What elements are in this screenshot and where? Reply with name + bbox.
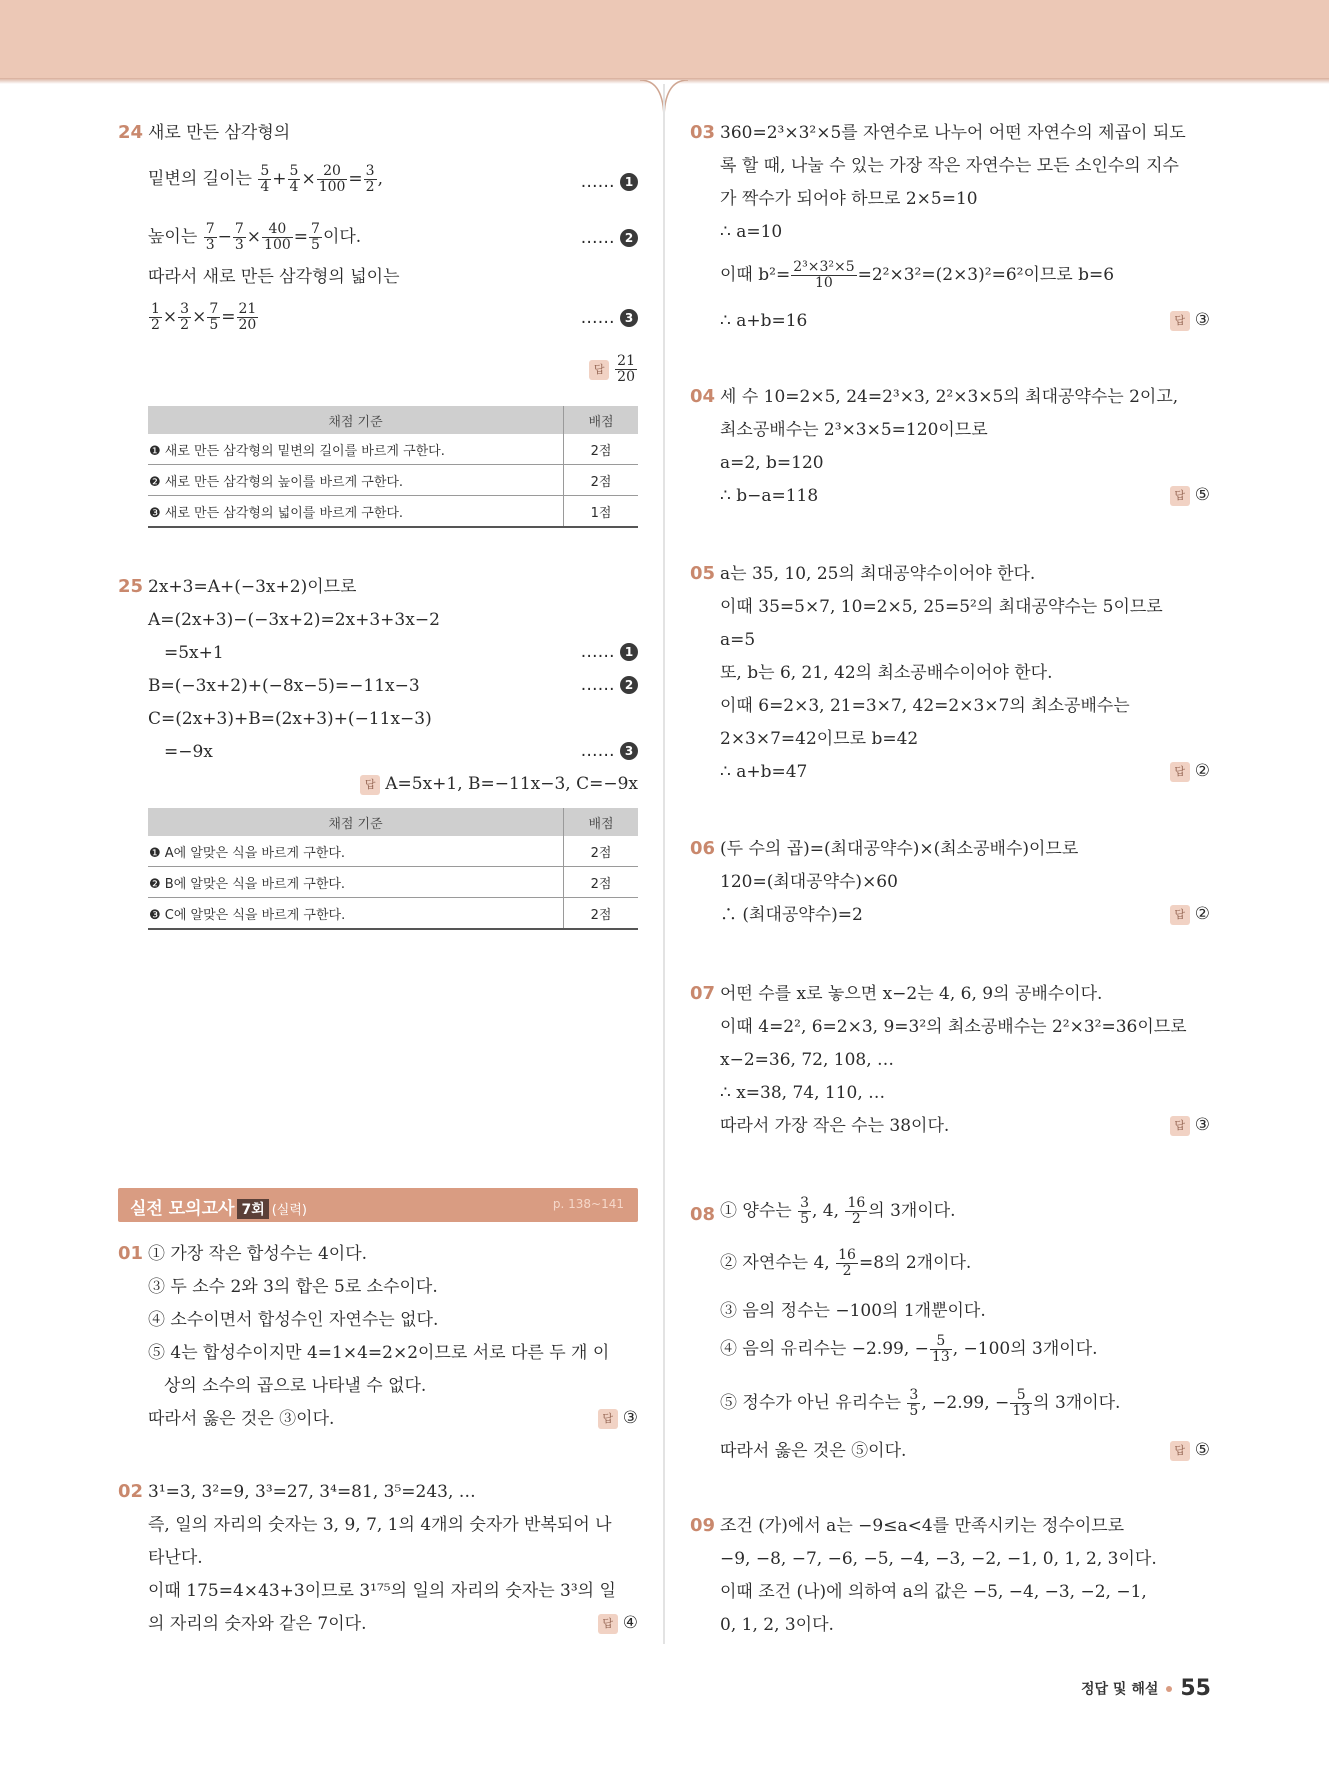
numerator: 7 [311, 221, 320, 237]
operator: = [293, 227, 309, 247]
operator: + [272, 169, 287, 189]
problem-01 [118, 1243, 638, 1433]
problem-03 [690, 122, 1210, 334]
circled-number: 2 [620, 676, 638, 694]
numerator: 3 [365, 163, 375, 179]
fraction [907, 1388, 920, 1419]
header-score: 배점 [564, 406, 639, 434]
solution-line: A=(2x+3)−(−3x+2)=2x+3+3x−2 [148, 610, 440, 630]
problem-number: 09 [690, 1515, 716, 1536]
problem-number: 24 [118, 122, 144, 143]
solution-line: 조건 (가)에서 a는 −9≤a<4를 만족시키는 정수이므로 [720, 1516, 1125, 1536]
solution-line: 의 자리의 숫자와 같은 7이다. [148, 1614, 367, 1634]
fraction [237, 302, 259, 333]
numerator: 16 [847, 1195, 866, 1211]
step-marker [581, 228, 638, 248]
solution-line: 타난다. [148, 1548, 203, 1568]
text: =2²×3²=(2×3)²=6²이므로 b=6 [857, 265, 1115, 285]
text: ② 자연수는 4, [720, 1253, 830, 1273]
problem-24 [118, 120, 638, 530]
table-row [148, 465, 638, 496]
circled-number: 1 [620, 643, 638, 661]
numerator: 7 [205, 221, 215, 237]
solution-line: ⑤ 4는 합성수이지만 4=1×4=2×2이므로 서로 다른 두 개 이 [148, 1343, 610, 1363]
solution-line: a=2, b=120 [720, 453, 824, 473]
text: , [377, 169, 383, 189]
text: 이다. [322, 227, 362, 247]
denominator: 2 [151, 317, 160, 333]
score-cell: 2점 [564, 898, 639, 930]
answer-text: ④ [622, 1613, 638, 1633]
numerator: 20 [317, 164, 348, 180]
footer-label: 정답 및 해설 [1081, 1681, 1159, 1698]
answer [1170, 1115, 1210, 1136]
solution-line: 즉, 일의 자리의 숫자는 3, 9, 7, 1의 4개의 숫자가 반복되어 나 [148, 1515, 612, 1535]
problem-number: 01 [118, 1243, 144, 1264]
problem-06 [690, 838, 1210, 948]
dots: …… [580, 642, 615, 662]
solution-line: 상의 소수의 곱으로 나타낼 수 없다. [164, 1376, 427, 1396]
solution-line: 따라서 새로 만든 삼각형의 넓이는 [148, 267, 400, 287]
fraction [845, 1196, 867, 1227]
solution-line: 0, 1, 2, 3이다. [720, 1615, 834, 1635]
problem-25 [118, 576, 638, 936]
solution-line: C=(2x+3)+B=(2x+3)+(−11x−3) [148, 709, 432, 729]
solution-line [720, 1196, 956, 1227]
text: 이때 b²= [720, 265, 791, 285]
solution-line: ① 가장 작은 합성수는 4이다. [148, 1244, 368, 1264]
circled-number: 3 [620, 309, 638, 327]
solution-line: 록 할 때, 나눌 수 있는 가장 작은 자연수는 모든 소인수의 지수 [720, 156, 1179, 176]
criteria-cell: ❷ 새로 만든 삼각형의 높이를 바르게 구한다. [148, 465, 564, 496]
dots: …… [580, 741, 615, 761]
step-marker [581, 308, 638, 328]
solution-line: a=5 [720, 630, 756, 650]
page-number: 55 [1180, 1676, 1211, 1701]
answer-text: ③ [1194, 310, 1210, 330]
numerator: 3 [180, 301, 190, 317]
problem-number: 08 [690, 1204, 716, 1225]
answer-text: ⑤ [1194, 485, 1210, 505]
solution-line: 가 짝수가 되어야 하므로 2×5=10 [720, 189, 978, 209]
solution-line [148, 164, 383, 195]
fraction [836, 1248, 858, 1279]
problem-04 [690, 386, 1210, 526]
score-cell: 2점 [564, 836, 639, 867]
answer-badge: 답 [1170, 1116, 1190, 1136]
footer-dot-icon [1166, 1686, 1172, 1692]
fraction [258, 164, 271, 195]
denominator: 5 [909, 1403, 919, 1419]
denominator: 2 [365, 179, 375, 195]
fraction [364, 164, 377, 195]
text: 높이는 [148, 227, 198, 247]
section-header [118, 1188, 638, 1222]
text: 의 3개이다. [868, 1201, 956, 1221]
answer [360, 774, 638, 795]
table-row [148, 867, 638, 898]
answer-badge: 답 [598, 1614, 618, 1634]
answer [598, 1408, 638, 1429]
solution-line: =−9x [164, 742, 213, 762]
solution-line: ③ 두 소수 2와 3의 합은 5로 소수이다. [148, 1277, 438, 1297]
solution-line: 세 수 10=2×5, 24=2³×3, 2²×3×5의 최대공약수는 2이고, [720, 387, 1179, 407]
page-range: p. 138~141 [552, 1197, 624, 1211]
criteria-cell: ❷ B에 알맞은 식을 바르게 구한다. [148, 867, 564, 898]
fraction [262, 222, 293, 253]
text: ⑤ 정수가 아닌 유리수는 [720, 1393, 902, 1413]
circled-number: 3 [620, 742, 638, 760]
problem-07 [690, 983, 1210, 1163]
text: 밑변의 길이는 [148, 169, 252, 189]
criteria-cell: ❸ 새로 만든 삼각형의 넓이를 바르게 구한다. [148, 496, 564, 528]
solution-line: 이때 35=5×7, 10=2×5, 25=5²의 최대공약수는 5이므로 [720, 597, 1163, 617]
answer-text: ⑤ [1194, 1440, 1210, 1460]
score-cell: 1점 [564, 496, 639, 528]
solution-line: 이때 4=2², 6=2×3, 9=3²의 최소공배수는 2²×3²=36이므로 [720, 1017, 1187, 1037]
solution-line [148, 222, 361, 253]
problem-number: 07 [690, 983, 716, 1004]
section-title-text: 실전 모의고사 [130, 1199, 235, 1219]
score-cell: 2점 [564, 867, 639, 898]
answer [1170, 485, 1210, 506]
operator: = [221, 307, 236, 327]
circled-number: 2 [620, 229, 638, 247]
denominator: 5 [311, 237, 320, 253]
denominator: 2 [180, 317, 190, 333]
solution-line: ④ 소수이면서 합성수인 자연수는 없다. [148, 1310, 439, 1330]
text: ① 양수는 [720, 1201, 792, 1221]
denominator: 5 [800, 1211, 809, 1227]
answer [1170, 904, 1210, 925]
text: , −100의 3개이다. [952, 1339, 1098, 1359]
problem-number: 03 [690, 122, 716, 143]
step-marker [581, 675, 638, 695]
text: 의 3개이다. [1033, 1393, 1121, 1413]
scoring-table [148, 808, 638, 930]
answer-badge: 답 [1170, 486, 1190, 506]
denominator: 4 [260, 179, 270, 195]
scoring-table [148, 406, 638, 528]
fraction [309, 222, 322, 253]
answer-badge: 답 [1170, 1441, 1190, 1461]
table-header-row [148, 406, 638, 434]
numerator: 7 [209, 301, 219, 317]
criteria-cell: ❶ 새로 만든 삼각형의 밑변의 길이를 바르게 구한다. [148, 434, 564, 465]
solution-line: 120=(최대공약수)×60 [720, 872, 898, 892]
operator: − [217, 227, 232, 247]
fraction [317, 164, 348, 195]
answer [589, 354, 638, 385]
solution-line: ③ 음의 정수는 −100의 1개뿐이다. [720, 1301, 986, 1321]
fraction [1010, 1388, 1032, 1419]
level-label: (실력) [271, 1203, 307, 1218]
solution-line: −9, −8, −7, −6, −5, −4, −3, −2, −1, 0, 1, 2, 3이다. [720, 1549, 1157, 1569]
denominator: 100 [264, 237, 291, 253]
text: , 4, [812, 1201, 840, 1221]
answer-text: ② [1194, 904, 1210, 924]
header-score: 배점 [564, 808, 639, 836]
numerator: 5 [289, 163, 299, 179]
problem-number: 04 [690, 386, 716, 407]
dots: …… [580, 228, 615, 248]
answer-text: A=5x+1, B=−11x−3, C=−9x [385, 774, 638, 794]
text: ④ 음의 유리수는 −2.99, − [720, 1339, 929, 1359]
solution-line: ∴ a=10 [720, 222, 783, 242]
step-marker [581, 172, 638, 192]
criteria-cell: ❶ A에 알맞은 식을 바르게 구한다. [148, 836, 564, 867]
table-row [148, 836, 638, 867]
answer-badge: 답 [1170, 905, 1190, 925]
dots: …… [580, 675, 615, 695]
answer-badge: 답 [598, 1409, 618, 1429]
solution-line: 360=2³×3²×5를 자연수로 나누어 어떤 자연수의 제곱이 되도 [720, 123, 1186, 143]
operator: × [162, 307, 178, 327]
header-criteria: 채점 기준 [148, 406, 564, 434]
fraction [798, 1196, 811, 1227]
criteria-cell: ❸ C에 알맞은 식을 바르게 구한다. [148, 898, 564, 930]
problem-08 [690, 1196, 1210, 1466]
step-marker [581, 642, 638, 662]
fraction [615, 354, 637, 385]
problem-09 [690, 1515, 1210, 1645]
problem-number: 05 [690, 563, 716, 584]
solution-line [720, 1388, 1120, 1419]
operator: = [348, 169, 363, 189]
fraction [207, 302, 220, 333]
solution-line: =5x+1 [164, 643, 224, 663]
solution-line: 따라서 가장 작은 수는 38이다. [720, 1116, 950, 1136]
denominator: 5 [209, 317, 219, 333]
fraction [178, 302, 191, 333]
denominator: 2 [842, 1263, 852, 1279]
fraction [204, 222, 217, 253]
answer-badge: 답 [360, 775, 380, 795]
answer [1170, 761, 1210, 782]
solution-line: 최소공배수는 2³×3×5=120이므로 [720, 420, 988, 440]
problem-number: 02 [118, 1481, 144, 1502]
solution-line [720, 260, 1114, 291]
operator: × [301, 169, 316, 189]
fraction [233, 222, 246, 253]
denominator: 3 [205, 237, 215, 253]
denominator: 3 [234, 237, 244, 253]
table-row [148, 434, 638, 465]
fraction [288, 164, 301, 195]
fraction [149, 302, 162, 333]
denominator: 100 [318, 179, 346, 195]
text: =8의 2개이다. [858, 1253, 972, 1273]
score-cell: 2점 [564, 434, 639, 465]
solution-line [720, 1248, 971, 1279]
section-title [130, 1194, 307, 1219]
circled-number: 1 [620, 173, 638, 191]
operator: × [246, 227, 262, 247]
numerator: 3 [800, 1195, 809, 1211]
denominator: 4 [289, 179, 299, 195]
text: , −2.99, − [921, 1393, 1010, 1413]
denominator: 13 [931, 1349, 950, 1365]
answer [1170, 1440, 1210, 1461]
numerator: 21 [617, 353, 635, 369]
table-row [148, 898, 638, 930]
denominator: 20 [238, 317, 257, 333]
solution-line: 이때 6=2×3, 21=3×7, 42=2×3×7의 최소공배수는 [720, 696, 1130, 716]
dots: …… [580, 308, 615, 328]
page-spine-divider [663, 84, 665, 1644]
answer-badge: 답 [1170, 311, 1190, 331]
denominator: 2 [851, 1211, 861, 1227]
solution-line: B=(−3x+2)+(−8x−5)=−11x−3 [148, 676, 420, 696]
numerator: 40 [262, 222, 293, 238]
solution-line [720, 1334, 1098, 1365]
problem-number: 06 [690, 838, 716, 859]
numerator: 5 [930, 1334, 952, 1350]
answer-badge: 답 [589, 360, 609, 380]
answer-badge: 답 [1170, 762, 1190, 782]
table-row [148, 496, 638, 528]
numerator: 1 [151, 301, 160, 317]
problem-05 [690, 563, 1210, 803]
numerator: 16 [838, 1247, 856, 1263]
denominator: 13 [1012, 1403, 1031, 1419]
solution-line: 또, b는 6, 21, 42의 최소공배수이어야 한다. [720, 663, 1053, 683]
problem-02 [118, 1481, 638, 1641]
numerator: 2³×3²×5 [793, 259, 855, 275]
numerator: 7 [234, 221, 244, 237]
answer-text: ③ [622, 1408, 638, 1428]
solution-line: (두 수의 곱)=(최대공약수)×(최소공배수)이므로 [720, 839, 1079, 859]
solution-line: 새로 만든 삼각형의 [148, 123, 291, 143]
operator: × [192, 307, 207, 327]
dots: …… [580, 172, 615, 192]
denominator: 10 [815, 275, 833, 291]
solution-line: ∴ (최대공약수)=2 [720, 905, 863, 925]
answer [598, 1613, 638, 1634]
solution-line [148, 302, 259, 333]
solution-line: ∴ a+b=47 [720, 762, 808, 782]
problem-number: 25 [118, 576, 144, 597]
solution-line: x−2=36, 72, 108, … [720, 1050, 895, 1070]
solution-line: 따라서 옳은 것은 ⑤이다. [720, 1441, 907, 1461]
solution-line: a는 35, 10, 25의 최대공약수이어야 한다. [720, 564, 1036, 584]
solution-line: ∴ b−a=118 [720, 486, 819, 506]
score-cell: 2점 [564, 465, 639, 496]
round-badge: 7회 [237, 1199, 268, 1219]
solution-line: 3¹=3, 3²=9, 3³=27, 3⁴=81, 3⁵=243, … [148, 1482, 476, 1502]
header-criteria: 채점 기준 [148, 808, 564, 836]
answer-text: ② [1194, 761, 1210, 781]
solution-line: 어떤 수를 x로 놓으면 x−2는 4, 6, 9의 공배수이다. [720, 984, 1103, 1004]
numerator: 5 [260, 163, 270, 179]
denominator: 20 [617, 369, 635, 385]
numerator: 3 [909, 1387, 919, 1403]
numerator: 21 [238, 301, 257, 317]
answer [1170, 310, 1210, 331]
step-marker [581, 741, 638, 761]
table-header-row [148, 808, 638, 836]
solution-line: 따라서 옳은 것은 ③이다. [148, 1409, 335, 1429]
page-footer [1081, 1676, 1211, 1701]
solution-line: 2x+3=A+(−3x+2)이므로 [148, 577, 357, 597]
fraction [791, 260, 856, 291]
solution-line: ∴ x=38, 74, 110, … [720, 1083, 886, 1103]
answer-text: ③ [1194, 1115, 1210, 1135]
fraction [930, 1334, 952, 1365]
solution-line: 2×3×7=42이므로 b=42 [720, 729, 919, 749]
solution-line: 이때 조건 (나)에 의하여 a의 값은 −5, −4, −3, −2, −1, [720, 1582, 1147, 1602]
numerator: 5 [1010, 1388, 1032, 1404]
solution-line: ∴ a+b=16 [720, 311, 808, 331]
solution-line: 이때 175=4×43+3이므로 3¹⁷⁵의 일의 자리의 숫자는 3³의 일 [148, 1581, 616, 1601]
top-color-band [0, 0, 1329, 80]
